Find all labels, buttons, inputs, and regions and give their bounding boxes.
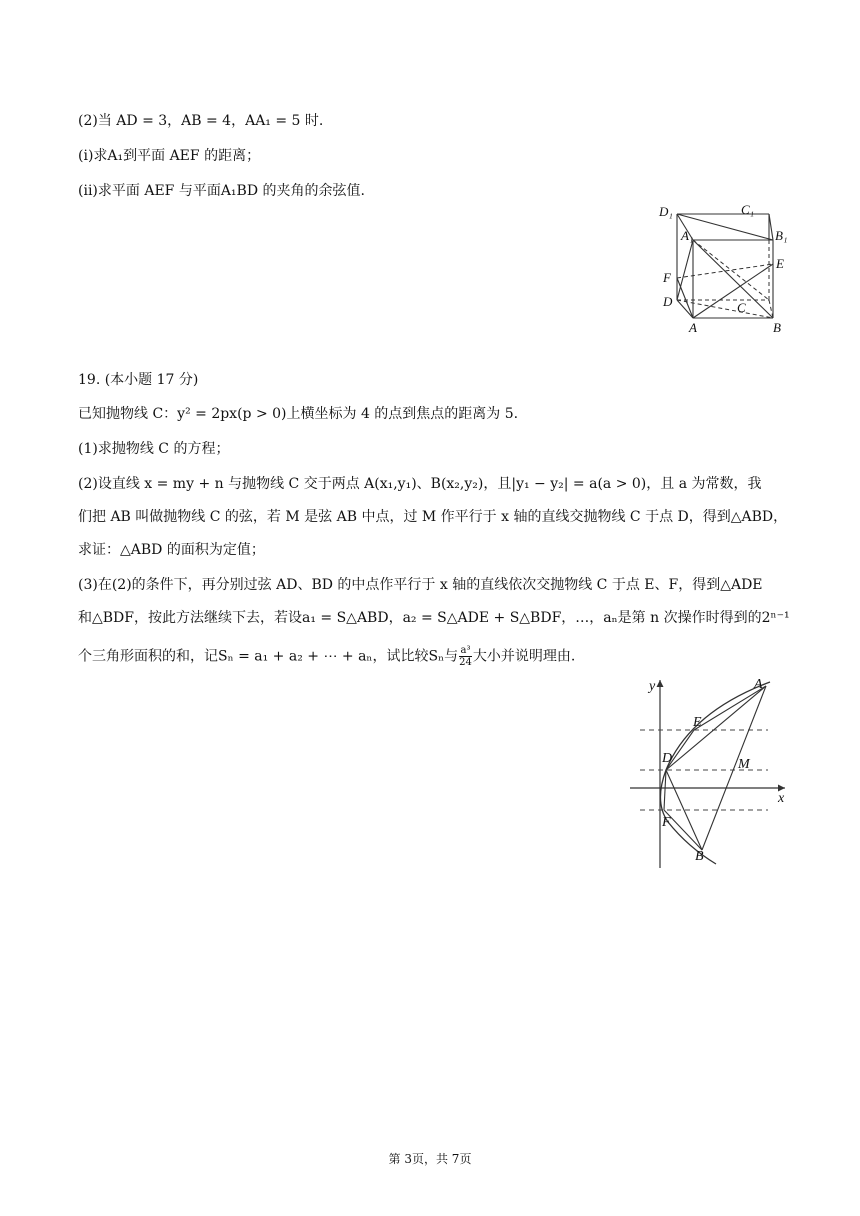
q19-part3-line2: 和△BDF，按此方法继续下去，若设a₁ = S△ABD，a₂ = S△ADE + S△BDF，…，aₙ是第 n 次操作时得到的2ⁿ⁻¹ (78, 610, 790, 626)
label-c1: C₁ (741, 202, 755, 217)
q19-part3-line3a: 个三角形面积的和，记Sₙ = a₁ + a₂ + ⋯ + aₙ，试比较Sₙ与 (78, 648, 459, 665)
cuboid-figure (655, 200, 795, 335)
label-e: E (693, 715, 702, 730)
q19-part2-line3: 求证：△ABD 的面积为定值； (78, 542, 265, 558)
q19-part3-line3b: 大小并说明理由. (472, 648, 576, 665)
fraction-a3-over-24 (459, 645, 472, 668)
label-a: A (754, 677, 763, 692)
label-d1: D₁ (659, 204, 673, 219)
q18-part2-ii: (ii)求平面 AEF 与平面A₁BD 的夹角的余弦值. (78, 183, 365, 199)
label-b1: B₁ (775, 228, 788, 243)
label-c: C (737, 300, 746, 315)
label-d: D (663, 294, 673, 309)
page-footer: 第 3页，共 7页 (388, 1152, 472, 1166)
label-a: A (689, 320, 697, 335)
parabola-figure (630, 672, 800, 872)
q19-part2-line2: 们把 AB 叫做抛物线 C 的弦，若 M 是弦 AB 中点，过 M 作平行于 x 轴的直线交抛物线 C 于点 D，得到△ABD， (78, 509, 788, 525)
label-x: x (778, 791, 785, 806)
frac-numerator: a³ (460, 645, 471, 656)
q18-part2-intro: (2)当 AD = 3，AB = 4，AA₁ = 5 时. (78, 113, 324, 129)
label-f: F (663, 270, 671, 285)
q19-part3-line1: (3)在(2)的条件下，再分别过弦 AD、BD 的中点作平行于 x 轴的直线依次交抛物线 C 于点 E、F，得到△ADE (78, 577, 763, 593)
label-b: B (695, 849, 704, 864)
label-e: E (776, 256, 784, 271)
label-y: y (649, 679, 656, 694)
q19-part3-line3 (78, 645, 575, 668)
label-b: B (773, 320, 781, 335)
q19-part1: (1)求抛物线 C 的方程； (78, 441, 230, 457)
label-d: D (662, 751, 673, 766)
label-a1: A₁ (681, 228, 694, 243)
label-f: F (662, 815, 671, 830)
q19-header: 19. (本小题 17 分) (78, 372, 199, 388)
q19-part2-line1: (2)设直线 x = my + n 与抛物线 C 交于两点 A(x₁,y₁)、B(x₂,y₂)，且|y₁ − y₂| = a(a > 0)，且 a 为常数，我 (78, 476, 762, 492)
q19-stem: 已知抛物线 C：y² = 2px(p > 0)上横坐标为 4 的点到焦点的距离为 5. (78, 406, 519, 422)
label-m: M (738, 757, 750, 772)
frac-denominator: 24 (459, 657, 472, 668)
q18-part2-i: (i)求A₁到平面 AEF 的距离； (78, 148, 261, 164)
